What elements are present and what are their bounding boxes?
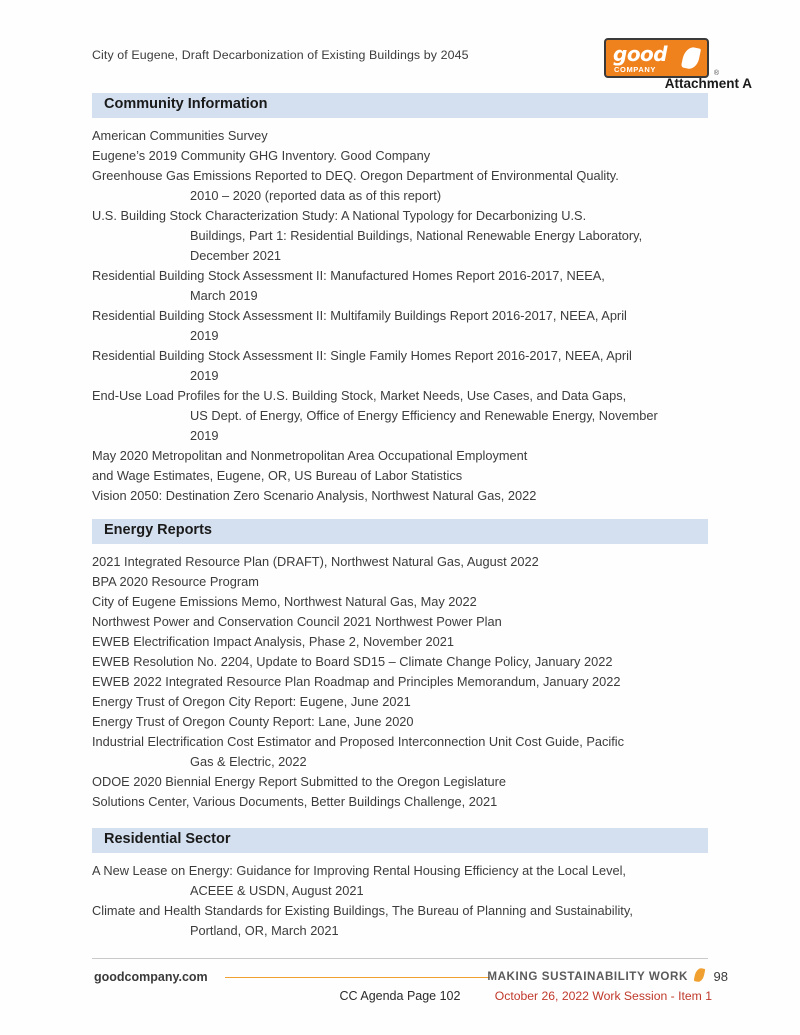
good-company-logo <box>604 38 709 78</box>
list-item <box>92 146 712 166</box>
reference-text: Climate and Health Standards for Existing Buildings, The Bureau of Planning and Sustainability, <box>92 903 633 918</box>
reference-list-community-information <box>92 126 712 506</box>
reference-text: American Communities Survey <box>92 128 268 143</box>
list-item <box>92 552 712 572</box>
list-item <box>92 206 712 266</box>
logo-text-company: COMPANY <box>614 65 656 74</box>
reference-continuation: March 2019 <box>190 288 258 303</box>
list-item <box>92 901 712 941</box>
section-header-energy-reports <box>92 519 708 544</box>
reference-text: Residential Building Stock Assessment II: Multifamily Buildings Report 2016-2017, NEEA, April <box>92 308 627 323</box>
leaf-icon <box>681 46 701 71</box>
reference-text: Energy Trust of Oregon County Report: Lane, June 2020 <box>92 714 414 729</box>
list-item <box>92 346 712 386</box>
section-title: Residential Sector <box>104 831 231 847</box>
reference-continuation: Gas & Electric, 2022 <box>190 754 307 769</box>
reference-text: End-Use Load Profiles for the U.S. Building Stock, Market Needs, Use Cases, and Data Gaps, <box>92 388 627 403</box>
reference-text: BPA 2020 Resource Program <box>92 574 259 589</box>
attachment-label: Attachment A <box>664 76 752 91</box>
list-item <box>92 732 712 772</box>
reference-continuation: Buildings, Part 1: Residential Buildings, National Renewable Energy Laboratory, <box>190 228 643 243</box>
list-item <box>92 266 712 306</box>
reference-continuation: US Dept. of Energy, Office of Energy Efficiency and Renewable Energy, November <box>190 408 658 423</box>
reference-continuation: and Wage Estimates, Eugene, OR, US Bureau of Labor Statistics <box>92 468 463 483</box>
reference-text: May 2020 Metropolitan and Nonmetropolitan Area Occupational Employment <box>92 448 528 463</box>
reference-continuation: ACEEE & USDN, August 2021 <box>190 883 364 898</box>
reference-text: Solutions Center, Various Documents, Better Buildings Challenge, 2021 <box>92 794 498 809</box>
reference-text: U.S. Building Stock Characterization Study: A National Typology for Decarbonizing U.S. <box>92 208 587 223</box>
list-item <box>92 692 712 712</box>
reference-text: A New Lease on Energy: Guidance for Improving Rental Housing Efficiency at the Local Level, <box>92 863 626 878</box>
section-header-community-information <box>92 93 708 118</box>
list-item <box>92 486 712 506</box>
reference-list-residential-sector <box>92 861 712 941</box>
reference-continuation: December 2021 <box>190 248 282 263</box>
reference-text: Residential Building Stock Assessment II: Single Family Homes Report 2016-2017, NEEA, April <box>92 348 632 363</box>
section-title: Energy Reports <box>104 522 212 538</box>
section-header-residential-sector <box>92 828 708 853</box>
list-item <box>92 792 712 812</box>
registered-mark: ® <box>713 70 719 77</box>
session-label: October 26, 2022 Work Session - Item 1 <box>494 989 712 1003</box>
section-title: Community Information <box>104 96 268 112</box>
page-number: 98 <box>713 969 728 984</box>
reference-continuation: 2019 <box>190 368 219 383</box>
logo-text-good: good <box>613 42 668 66</box>
reference-text: 2021 Integrated Resource Plan (DRAFT), Northwest Natural Gas, August 2022 <box>92 554 539 569</box>
reference-text: Eugene’s 2019 Community GHG Inventory. Good Company <box>92 148 431 163</box>
list-item <box>92 772 712 792</box>
footer-accent-line <box>225 977 490 978</box>
list-item <box>92 632 712 652</box>
list-item <box>92 672 712 692</box>
reference-text: EWEB 2022 Integrated Resource Plan Roadmap and Principles Memorandum, January 2022 <box>92 674 621 689</box>
reference-text: Residential Building Stock Assessment II: Manufactured Homes Report 2016-2017, NEEA, <box>92 268 605 283</box>
reference-text: Industrial Electrification Cost Estimator and Proposed Interconnection Unit Cost Guide, Pacific <box>92 734 625 749</box>
list-item <box>92 166 712 206</box>
list-item <box>92 126 712 146</box>
list-item <box>92 652 712 672</box>
reference-list-energy-reports <box>92 552 712 812</box>
list-item <box>92 572 712 592</box>
page-header <box>92 44 752 94</box>
list-item <box>92 306 712 346</box>
reference-continuation: 2019 <box>190 428 219 443</box>
list-item <box>92 592 712 612</box>
reference-continuation: 2019 <box>190 328 219 343</box>
reference-continuation: 2010 – 2020 (reported data as of this report) <box>190 188 442 203</box>
list-item <box>92 712 712 732</box>
list-item <box>92 446 712 486</box>
reference-continuation: Portland, OR, March 2021 <box>190 923 339 938</box>
reference-text: City of Eugene Emissions Memo, Northwest Natural Gas, May 2022 <box>92 594 477 609</box>
list-item <box>92 861 712 901</box>
footer-website: goodcompany.com <box>94 970 208 984</box>
reference-text: Northwest Power and Conservation Council 2021 Northwest Power Plan <box>92 614 502 629</box>
list-item <box>92 612 712 632</box>
list-item <box>92 386 712 446</box>
reference-text: ODOE 2020 Biennial Energy Report Submitted to the Oregon Legislature <box>92 774 507 789</box>
reference-text: Greenhouse Gas Emissions Reported to DEQ. Oregon Department of Environmental Quality. <box>92 168 619 183</box>
reference-text: Energy Trust of Oregon City Report: Eugene, June 2021 <box>92 694 411 709</box>
reference-text: EWEB Resolution No. 2204, Update to Board SD15 – Climate Change Policy, January 2022 <box>92 654 613 669</box>
reference-text: EWEB Electrification Impact Analysis, Phase 2, November 2021 <box>92 634 455 649</box>
document-title: City of Eugene, Draft Decarbonization of Existing Buildings by 2045 <box>92 48 469 62</box>
footer-divider <box>92 958 708 959</box>
leaf-icon <box>694 967 706 983</box>
reference-text: Vision 2050: Destination Zero Scenario Analysis, Northwest Natural Gas, 2022 <box>92 488 537 503</box>
agenda-page-label: CC Agenda Page 102 <box>339 989 461 1003</box>
footer-tagline: MAKING SUSTAINABILITY WORK <box>487 970 688 983</box>
